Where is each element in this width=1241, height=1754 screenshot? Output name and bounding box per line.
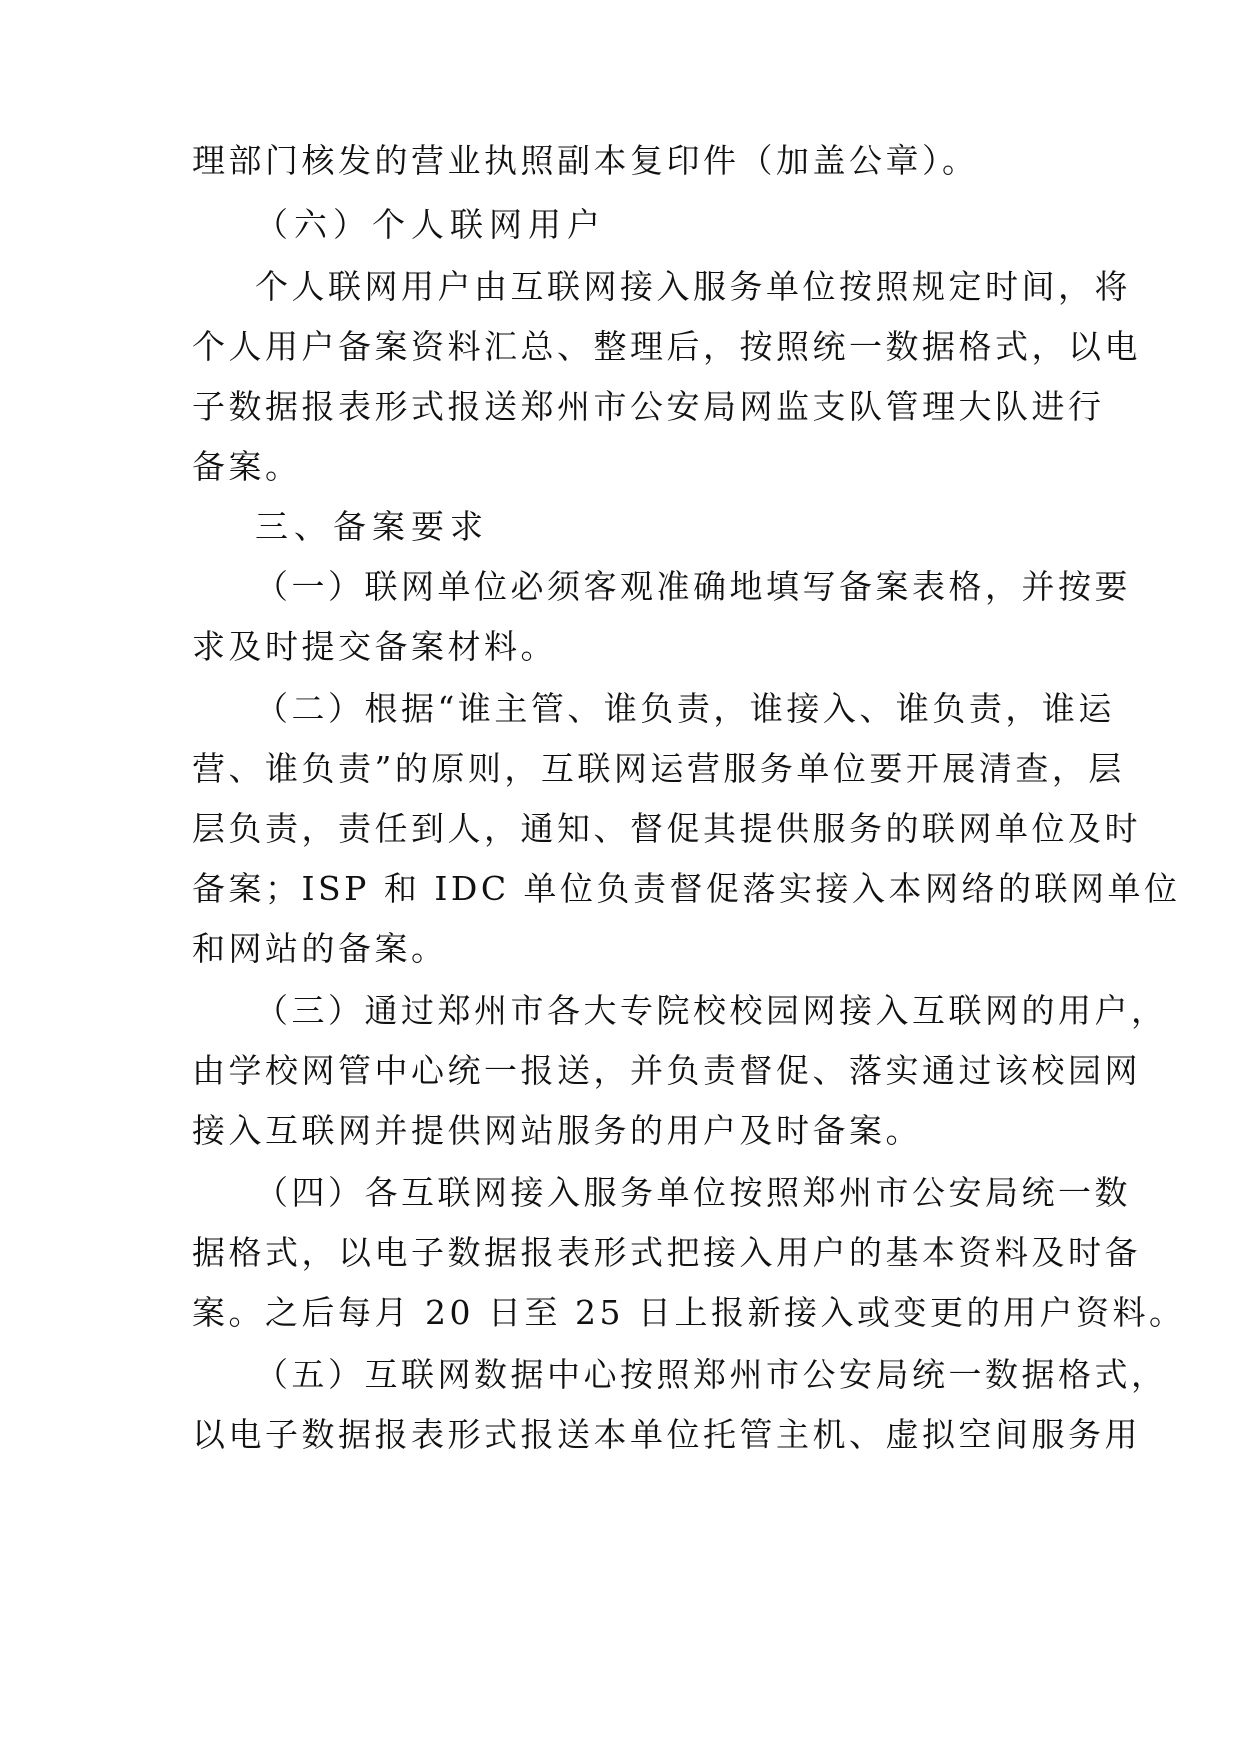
text-line: 个人用户备案资料汇总、整理后，按照统一数据格式，以电 <box>192 327 1141 366</box>
text-line: 层负责，责任到人，通知、督促其提供服务的联网单位及时 <box>192 809 1141 848</box>
text-line: （二）根据“谁主管、谁负责，谁接入、谁负责，谁运 <box>255 689 1115 728</box>
text-line: 案。之后每月 20 日至 25 日上报新接入或变更的用户资料。 <box>192 1293 1186 1332</box>
text-line: 营、谁负责”的原则，互联网运营服务单位要开展清查，层 <box>192 749 1125 788</box>
text-line: 接入互联网并提供网站服务的用户及时备案。 <box>192 1111 922 1150</box>
text-line: 备案。 <box>192 447 302 486</box>
text-line: 备案；ISP 和 IDC 单位负责督促落实接入本网络的联网单位 <box>192 869 1181 908</box>
text-line: （五）互联网数据中心按照郑州市公安局统一数据格式， <box>255 1355 1168 1394</box>
text-line: （一）联网单位必须客观准确地填写备案表格，并按要 <box>255 567 1131 606</box>
text-line: 个人联网用户由互联网接入服务单位按照规定时间，将 <box>255 267 1131 306</box>
text-line: 求及时提交备案材料。 <box>192 627 557 666</box>
text-line: 据格式，以电子数据报表形式把接入用户的基本资料及时备 <box>192 1233 1141 1272</box>
text-line: （三）通过郑州市各大专院校校园网接入互联网的用户， <box>255 991 1168 1030</box>
section-heading-3: 三、备案要求 <box>255 507 489 546</box>
text-line: 子数据报表形式报送郑州市公安局网监支队管理大队进行 <box>192 387 1105 426</box>
text-line: （四）各互联网接入服务单位按照郑州市公安局统一数 <box>255 1173 1131 1212</box>
text-line: 理部门核发的营业执照副本复印件（加盖公章）。 <box>192 141 979 180</box>
section-heading-6: （六）个人联网用户 <box>255 205 606 244</box>
text-line: 以电子数据报表形式报送本单位托管主机、虚拟空间服务用 <box>192 1415 1141 1454</box>
text-line: 和网站的备案。 <box>192 929 448 968</box>
text-line: 由学校网管中心统一报送，并负责督促、落实通过该校园网 <box>192 1051 1141 1090</box>
